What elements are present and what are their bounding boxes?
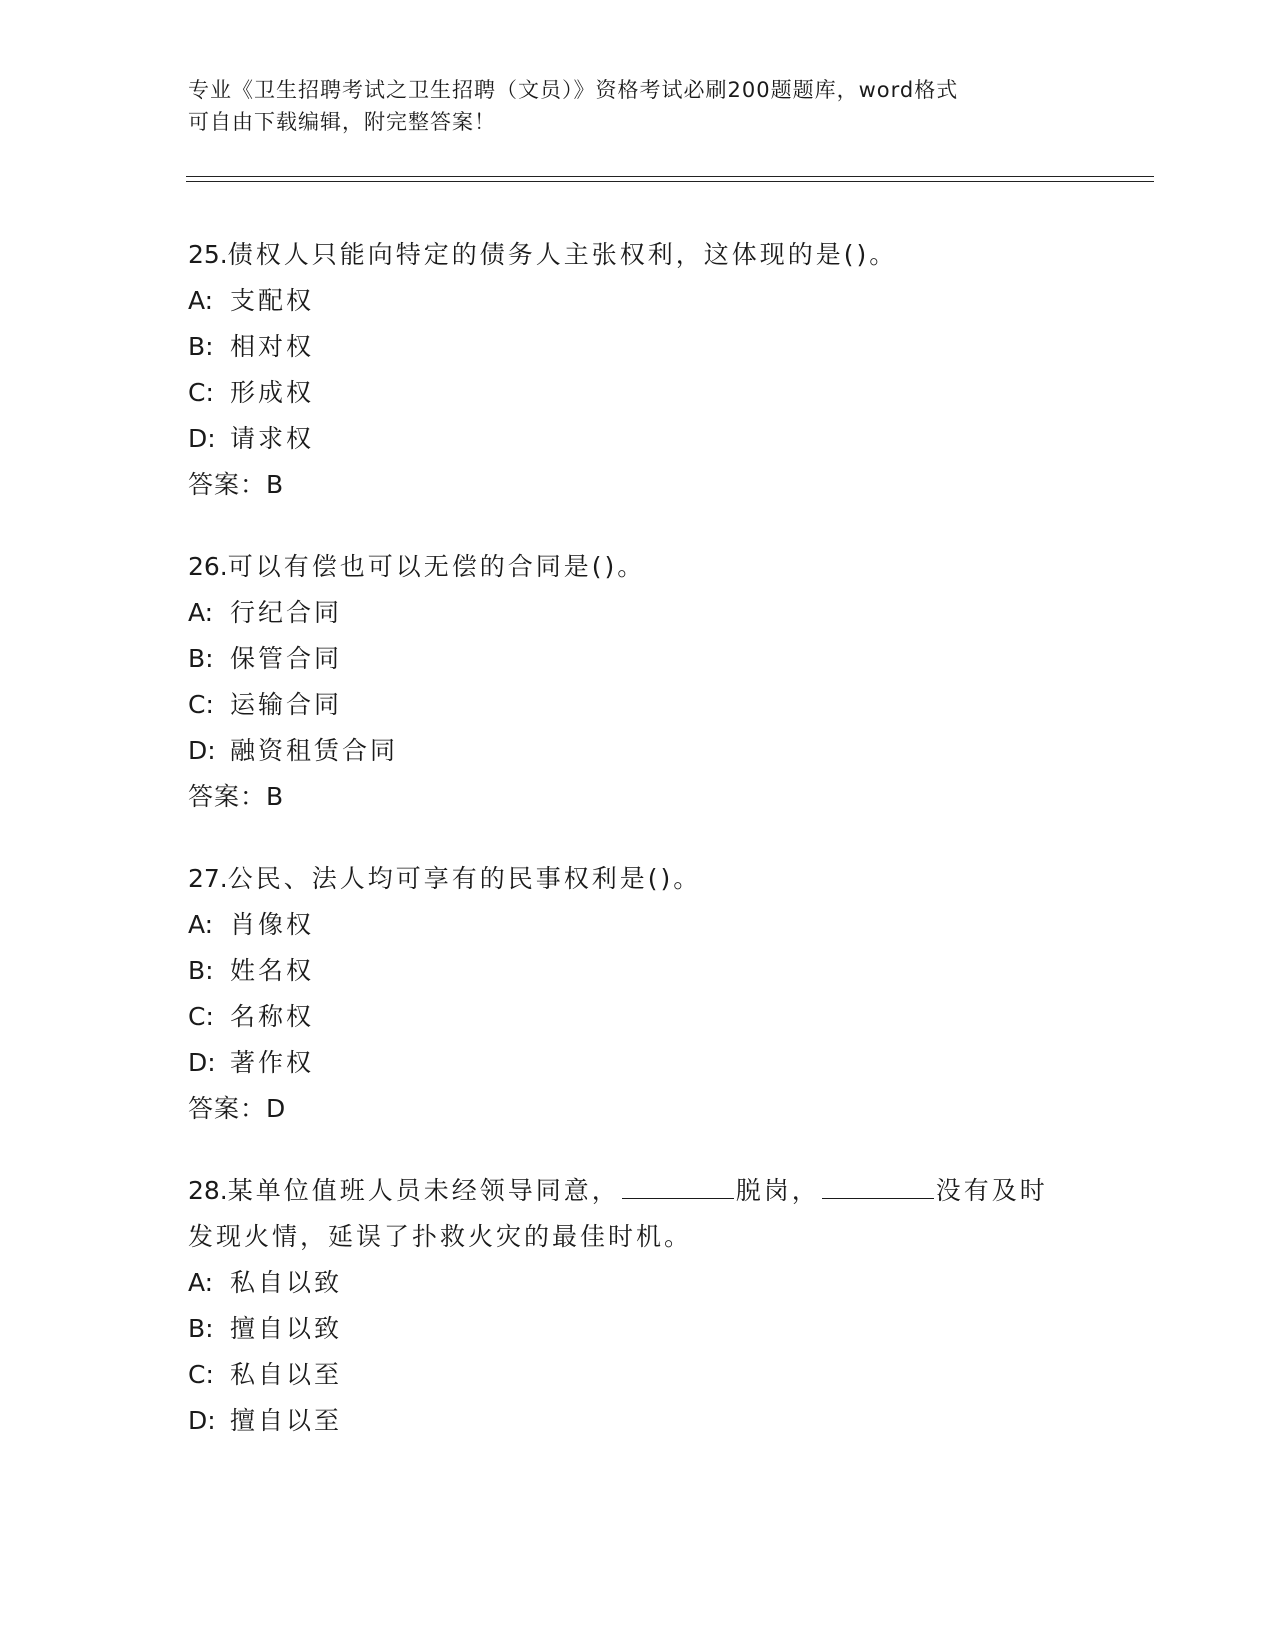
option-d [188, 1398, 1088, 1444]
option-a [188, 590, 1088, 636]
question-28 [188, 1168, 1088, 1444]
header-title-line-2: 可自由下载编辑，附完整答案！ [188, 110, 496, 134]
option-c [188, 994, 1088, 1040]
option-letter: D: [188, 424, 216, 453]
option-text: 私自以至 [230, 1360, 343, 1389]
option-c [188, 1352, 1088, 1398]
question-number: 25. [188, 240, 228, 269]
option-letter: A: [188, 1268, 214, 1297]
option-b [188, 324, 1088, 370]
option-d [188, 416, 1088, 462]
option-d [188, 728, 1088, 774]
option-a [188, 278, 1088, 324]
header-divider-top [186, 176, 1154, 177]
answer-line: 答案：B [188, 782, 285, 811]
option-text: 擅自以至 [230, 1406, 343, 1435]
option-letter: A: [188, 598, 214, 627]
option-letter: C: [188, 378, 214, 407]
option-d [188, 1040, 1088, 1086]
option-letter: C: [188, 690, 214, 719]
option-a [188, 902, 1088, 948]
option-text: 肖像权 [230, 910, 315, 939]
question-text: 公民、法人均可享有的民事权利是()。 [227, 864, 702, 893]
option-letter: C: [188, 1002, 214, 1031]
option-c [188, 370, 1088, 416]
option-text: 支配权 [230, 286, 315, 315]
header-title-line-1: 专业《卫生招聘考试之卫生招聘（文员）》资格考试必刷200题题库，word格式 [188, 78, 959, 102]
question-number: 28. [188, 1176, 228, 1205]
option-text: 相对权 [230, 332, 315, 361]
header-divider-bottom [186, 181, 1154, 182]
question-26 [188, 544, 1088, 820]
document-header [188, 74, 1068, 138]
option-text: 擅自以致 [230, 1314, 343, 1343]
option-text: 著作权 [230, 1048, 315, 1077]
option-letter: D: [188, 1048, 216, 1077]
option-text: 姓名权 [230, 956, 315, 985]
question-number: 27. [188, 864, 228, 893]
option-c [188, 682, 1088, 728]
option-letter: B: [188, 1314, 214, 1343]
question-text: 债权人只能向特定的债务人主张权利，这体现的是()。 [227, 240, 898, 269]
question-27 [188, 856, 1088, 1132]
option-letter: D: [188, 736, 216, 765]
answer-line: 答案：D [188, 1094, 287, 1123]
option-text: 融资租赁合同 [230, 736, 399, 765]
question-text: 可以有偿也可以无偿的合同是()。 [227, 552, 646, 581]
option-a [188, 1260, 1088, 1306]
option-b [188, 948, 1088, 994]
option-letter: A: [188, 286, 214, 315]
fill-in-blank-2 [822, 1176, 934, 1199]
question-stem-continued: 发现火情，延误了扑救火灾的最佳时机。 [188, 1222, 693, 1251]
question-text-part-2: 脱岗， [735, 1176, 820, 1205]
question-number: 26. [188, 552, 228, 581]
option-letter: C: [188, 1360, 214, 1389]
question-stem [188, 1168, 1088, 1214]
option-letter: D: [188, 1406, 216, 1435]
option-text: 保管合同 [230, 644, 343, 673]
question-text-part-1: 某单位值班人员未经领导同意， [227, 1176, 620, 1205]
question-list [188, 232, 1088, 1480]
option-text: 运输合同 [230, 690, 343, 719]
option-text: 请求权 [230, 424, 315, 453]
question-stem [188, 856, 1088, 902]
option-b [188, 636, 1088, 682]
question-text-part-3: 没有及时 [935, 1176, 1048, 1205]
option-text: 行纪合同 [230, 598, 343, 627]
question-stem [188, 544, 1088, 590]
option-letter: B: [188, 332, 214, 361]
option-b [188, 1306, 1088, 1352]
option-text: 私自以致 [230, 1268, 343, 1297]
option-text: 形成权 [230, 378, 315, 407]
option-letter: A: [188, 910, 214, 939]
option-letter: B: [188, 956, 214, 985]
question-stem [188, 232, 1088, 278]
fill-in-blank-1 [622, 1176, 734, 1199]
question-25 [188, 232, 1088, 508]
option-letter: B: [188, 644, 214, 673]
option-text: 名称权 [230, 1002, 315, 1031]
answer-line: 答案：B [188, 470, 285, 499]
